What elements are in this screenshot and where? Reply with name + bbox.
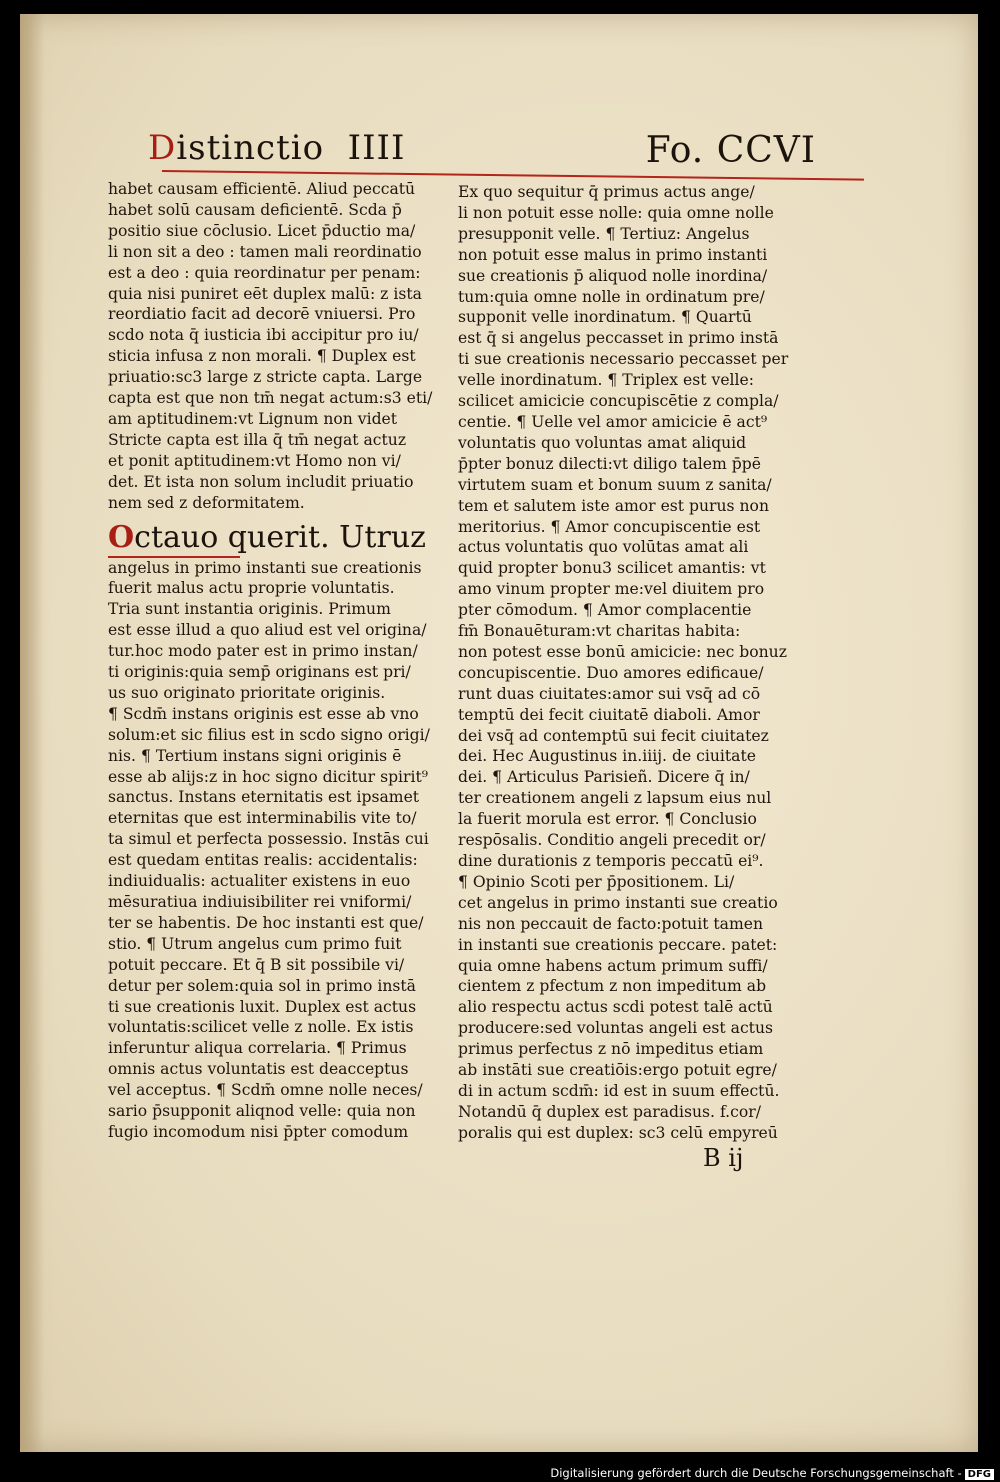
text-line: habet solū causam deficientē. Scda p̄: [108, 200, 402, 219]
text-line: voluntatis:scilicet velle z nolle. Ex istis: [108, 1018, 414, 1037]
text-line: non potest esse bonū amicicie: nec bonuz: [458, 642, 787, 661]
text-line: detur per solem:quia sol in primo instā: [108, 976, 416, 995]
text-line: cientem z pfectum z non impeditum ab: [458, 977, 767, 996]
text-line: temptū dei fecit ciuitatē diaboli. Amor: [458, 705, 760, 724]
text-line: tum:quia omne nolle in ordinatum pre/: [458, 287, 765, 306]
text-line: li non potuit esse nolle: quia omne nolle: [458, 203, 774, 222]
text-line: supponit velle inordinatum. ¶ Quartū: [458, 308, 752, 327]
text-line: angelus in primo instanti sue creationis: [108, 558, 422, 577]
running-header: [148, 126, 816, 178]
text-line: indiuidualis: actualiter existens in euo: [108, 872, 411, 891]
text-line: us suo originato prioritate originis.: [108, 683, 386, 702]
text-line: fugio incomodum nisi p̄pter comodum: [108, 1122, 409, 1141]
text-line: est a deo : quia reordinatur per penam:: [108, 263, 421, 282]
text-line: quid propter bonu3 scilicet amantis: vt: [458, 559, 766, 578]
text-line: presupponit velle. ¶ Tertiuz: Angelus: [458, 224, 750, 243]
text-line: dei vsq̄ ad contemptū sui fecit ciuitatez: [458, 726, 769, 745]
text-line: inferuntur aliqua correlaria. ¶ Primus: [108, 1039, 407, 1058]
text-line: omnis actus voluntatis est deacceptus: [108, 1060, 409, 1079]
text-line: priuatio:sc3 large z stricte capta. Large: [108, 368, 423, 387]
text-line: nis non peccauit de facto:potuit tamen: [458, 914, 764, 933]
text-line: det. Et ista non solum includit priuatio: [108, 472, 414, 491]
text-line: ab instāti sue creatiōis:ergo potuit egre/: [458, 1061, 777, 1080]
text-line: sario p̄supponit aliqnod velle: quia non: [108, 1102, 416, 1121]
text-line: tur.hoc modo pater est in primo instan/: [108, 642, 418, 661]
text-line: actus voluntatis quo volūtas amat ali: [458, 538, 749, 557]
credit-text: Digitalisierung gefördert durch die Deutsche Forschungsgemeinschaft -: [550, 1466, 962, 1480]
text-line: capta est que non tm̄ negat actum:s3 eti/: [108, 389, 433, 408]
header-initial: D: [148, 128, 177, 168]
text-line: mēsuratiua indiuisibiliter rei vniformi/: [108, 893, 412, 911]
text-line: quia nisi puniret eēt duplex malū: z ista: [108, 284, 422, 303]
text-line: cet angelus in primo instanti sue creatio: [458, 893, 778, 912]
text-line: amo vinum propter me:vel diuitem pro: [458, 580, 765, 599]
header-title-text: istinctio IIII: [176, 128, 406, 168]
text-line: concupiscentie. Duo amores edificaue/: [458, 663, 764, 682]
text-line: positio siue cōclusio. Licet p̄ductio ma/: [108, 221, 416, 240]
text-line: producere:sed voluntas angeli est actus: [458, 1019, 773, 1038]
folio-number: Fo. CCVI: [645, 130, 816, 171]
text-line: p̄pter bonuz dilecti:vt diligo talem p̄pē: [458, 454, 761, 473]
text-line: ter se habentis. De hoc instanti est que/: [108, 913, 424, 932]
text-line: sticia infusa z non morali. ¶ Duplex est: [108, 347, 416, 366]
text-line: la fuerit morula est error. ¶ Conclusio: [458, 810, 757, 829]
text-line: est quedam entitas realis: accidentalis:: [108, 851, 418, 870]
text-line: runt duas ciuitates:amor sui vsq̄ ad cō: [458, 684, 761, 703]
text-line: primus perfectus z nō impeditus etiam: [458, 1040, 764, 1059]
text-line: stio. ¶ Utrum angelus cum primo fuit: [108, 934, 402, 953]
header-title: [148, 128, 405, 168]
text-line: potuit peccare. Et q̄ B sit possibile vi/: [108, 955, 405, 974]
text-line: dei. Hec Augustinus in.iiij. de ciuitate: [458, 747, 756, 766]
text-line: ter creationem angeli z lapsum eius nul: [458, 789, 772, 808]
text-line: ¶ Scdm̄ instans originis est esse ab vno: [108, 704, 419, 723]
text-line: tem et salutem iste amor est purus non: [458, 496, 769, 515]
heading-text: ctauo querit. Utruz: [134, 519, 426, 555]
text-line: ti sue creationis necessario peccasset per: [458, 350, 789, 369]
text-line: velle inordinatum. ¶ Triplex est velle:: [458, 371, 755, 390]
section-heading: [108, 520, 438, 556]
text-line: habet causam efficientē. Aliud peccatū: [108, 180, 416, 198]
dfg-logo: DFG: [965, 1469, 994, 1480]
text-line: et ponit aptitudinem:vt Homo non vi/: [108, 451, 401, 470]
text-line: Ex quo sequitur q̄ primus actus ange/: [458, 183, 755, 201]
text-line: voluntatis quo voluntas amat aliquid: [458, 433, 747, 452]
text-line: Tria sunt instantia originis. Primum: [108, 600, 391, 619]
text-line: Notandū q̄ duplex est paradisus. f.cor/: [458, 1102, 761, 1121]
text-line: dei. ¶ Articulus Parisieñ. Dicere q̄ in/: [458, 768, 750, 787]
text-line: centie. ¶ Uelle vel amor amicicie ē act⁹: [458, 412, 768, 431]
text-line: am aptitudinem:vt Lignum non videt: [108, 409, 398, 428]
text-line: Stricte capta est illa q̄ tm̄ negat actuz: [108, 430, 407, 449]
text-line: esse ab alijs:z in hoc signo dicitur spirit⁹: [108, 767, 428, 786]
text-line: alio respectu actus scdi potest talē actū: [458, 998, 773, 1017]
text-line: virtutem suam et bonum suum z sanita/: [458, 475, 772, 494]
digitization-credit: [550, 1466, 994, 1480]
text-line: solum:et sic filius est in scdo signo origi/: [108, 725, 430, 744]
signature-mark: B ij: [703, 1144, 744, 1172]
text-line: reordiatio facit ad decorē vniuersi. Pro: [108, 305, 416, 324]
text-line: ta simul et perfecta possessio. Instās cui: [108, 830, 429, 849]
text-line: poralis qui est duplex: sc3 celū empyreū: [458, 1123, 778, 1142]
text-line: nem sed z deformitatem.: [108, 493, 305, 512]
heading-initial: O: [108, 519, 135, 555]
left-column-bottom-text: [108, 558, 438, 1143]
text-line: quia omne habens actum primum suffi/: [458, 956, 768, 975]
page-gutter: [20, 14, 44, 1452]
text-line: fm̄ Bonauēturam:vt charitas habita:: [458, 622, 741, 641]
left-column-top-text: [108, 179, 438, 514]
text-line: sanctus. Instans eternitatis est ipsamet: [108, 788, 420, 807]
text-line: est esse illud a quo aliud est vel origina/: [108, 621, 427, 640]
text-line: di in actum scdm̄: id est in suum effectū.: [458, 1081, 780, 1100]
text-line: in instanti sue creationis peccare. patet:: [458, 935, 778, 954]
text-line: fuerit malus actu proprie voluntatis.: [108, 579, 395, 598]
text-line: respōsalis. Conditio angeli precedit or/: [458, 831, 766, 850]
right-column-text: [458, 182, 800, 1144]
text-line: pter cōmodum. ¶ Amor complacentie: [458, 601, 752, 620]
text-line: non potuit esse malus in primo instanti: [458, 245, 768, 264]
text-line: sue creationis p̄ aliquod nolle inordina/: [458, 266, 768, 285]
text-line: ¶ Opinio Scoti per p̄positionem. Li/: [458, 872, 735, 891]
text-line: est q̄ si angelus peccasset in primo instā: [458, 329, 779, 348]
text-line: scdo nota q̄ iusticia ibi accipitur pro iu/: [108, 326, 419, 345]
left-column: [108, 179, 438, 1143]
text-line: scilicet amicicie concupiscētie z compla/: [458, 392, 779, 411]
text-line: eternitas que est interminabilis vite to/: [108, 809, 417, 828]
book-page: [20, 14, 978, 1452]
right-column: [458, 182, 800, 1144]
text-line: ti originis:quia semp̄ originans est pri/: [108, 663, 411, 682]
text-line: li non sit a deo : tamen mali reordinatio: [108, 242, 422, 261]
text-line: meritorius. ¶ Amor concupiscentie est: [458, 517, 761, 536]
text-line: nis. ¶ Tertium instans signi originis ē: [108, 746, 402, 765]
text-line: vel acceptus. ¶ Scdm̄ omne nolle neces/: [108, 1081, 423, 1100]
text-line: dine durationis z temporis peccatū ei⁹.: [458, 852, 764, 870]
text-line: ti sue creationis luxit. Duplex est actus: [108, 997, 417, 1016]
